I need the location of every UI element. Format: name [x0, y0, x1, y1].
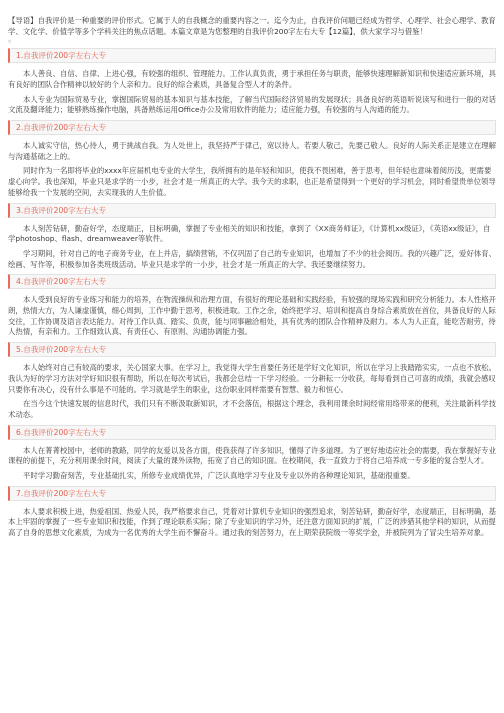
- section-paragraph: 本人专业为国际贸易专业，掌握国际贸易的基本知识与基本技能，了解当代国际经济贸易的发展现状；具备良好的英语听说读写和进行一般的对话文流及翻译能力；能够熟练操作电脑，具备熟练运用Office办公及常用软件的能力；适应能力强，有较强的与人沟通的能力。: [8, 94, 497, 115]
- section-paragraph: 本人善良、自信、自律、上进心强，有较强的组织、管理能力。工作认真负责，勇于承担任务与职责，能够快速理解新知识和快速适应新环境，具有良好的团队合作精神以较好的个人亲和力。良好的综合素质，具备复合型人才的条件。: [8, 69, 497, 89]
- section-paragraph: 本人要求积极上进，热爱祖国、热爱人民，我严格要求自己，凭着对计算机专业知识的强烈追求，刻苦钻研，勤奋好学，态度端正，目标明确，基本上牢固的掌握了一些专业知识和技能，作到了理论联系实际；除了专业知识的学习外，还注意方面知识的扩展，广泛的涉猎其他学科的知识，从而提高了自身的思想文化素质，为成为一名优秀的大学生而不懈奋斗。通过我的刻苦努力，在上期荣获院级一等奖学金，并被院列为了冒尖生培养对象。: [8, 506, 497, 538]
- section-heading: 4.自我评价200字左右大专: [8, 274, 496, 289]
- section-paragraph: 同时作为一名即将毕业的xxxx年应届机电专业的大学生，我所拥有的是年轻和知识，使我不畏困难，善于思考，但年轻也意味着阅历浅，更需要虚心向学。我也深知，毕业只是求学的一小步，社会才是一所真正的大学。我今天的求职，也正是希望得到一个更好的学习机会，同时希望贵单位领导能够给我一个发展的空间，去实现我的人生价值。: [8, 166, 496, 197]
- section-heading: 7.自我评价200字左右大专: [8, 486, 496, 501]
- section-paragraph: 平时学习勤奋刻苦，专业基础扎实，所修专业成绩优异，广泛认真地学习专业及专业以外的各种理论知识，基础很重要。: [23, 471, 415, 481]
- section-paragraph: 在当今这个快速发展的信息时代，我们只有不断汲取新知识，才不会落伍，根据这个理念，我利用课余时间经常用络带来的便利，关注最新科学技术动态。: [8, 399, 497, 419]
- intro-paragraph: 【导语】自我评价是一种重要的评价形式。它属于人的自我概念的重要内容之一。迄今为止，自我评价问题已经成为哲学、心理学、社会心理学、教育学、文化学、价值学等多个学科关注的焦点话题。本篇文章是为您整理的自我评价200字左右大专【12篇】，供大家学习与借鉴！: [8, 16, 496, 36]
- section-heading: 1.自我评价200字左右大专: [8, 48, 496, 63]
- decorative-mark: ¤: [8, 39, 12, 46]
- section-paragraph: 本人刻苦钻研，勤奋好学，态度端正，目标明确，掌握了专业相关的知识和技能，拿到了《XX商务师证》，《计算机xx级证》，《英语xx级证》，自学photoshop、flash、dreamweaver等软件。: [8, 223, 491, 244]
- section-paragraph: 本人在菁菁校园中，老师的教路，同学的友爱以及各方面，使我获得了许多知识，懂得了许多道理。为了更好地适应社会的需要，我在掌握好专业课程的前提下，充分利用课余时间，阅读了大量的课外读物，拓宽了自己的知识面。在校期间，我一直致力于将自己培养成一专多能的复合型人才。: [8, 445, 497, 466]
- section-paragraph: 本人始终对自己有较高的要求，关心国家大事。在学习上，我觉得大学生首要任务还是学好文化知识，所以在学习上我踏踏实实，一点也不放松。我认为好的学习方法对学好知识很有帮助，所以在每次考试后，我都会总结一下学习经验。一分耕耘一分收获，每每看到自己可喜的成绩，我就会感叹只要你有决心，没有什么事是不可能的。学习就是学生的职业，这份职业同样需要有智慧、毅力和恒心。: [8, 363, 497, 394]
- section-heading: 5.自我评价200字左右大专: [8, 342, 496, 357]
- section-paragraph: 学习期间，针对自己的电子商务专业，在上并店，搞绩营销，不仅巩固了自己的专业知识，也增加了不少的社会阅历。我的兴趣广泛，爱好体育、绘画、写作等，积极参加各类班级活动。毕业只是求学的一小步，社会才是一所真正的大学。我还要继续努力。: [8, 248, 497, 269]
- article-sections: [8, 48, 496, 539]
- section-heading: 3.自我评价200字左右大专: [8, 203, 496, 218]
- section-heading: 6.自我评价200字左右大专: [8, 425, 496, 440]
- section-paragraph: 本人受到良好的专业练习和能力的培养，在物流操纵和治理方面，有很好的理论基础和实践经验，有较强的现场实践和研究分析能力。本人性格开朗，热情大方，为人谦虚谨慎，细心周到，工作中勤于思考，积极进取。工作之余，始终把学习、培训和提高自身综合素质放在首位，具备良好的人际交往，工作协调及语言表达能力。对待工作认真、踏实、负责，能与同事融洽相处，具有优秀的团队合作精神及耐力。本人为人正直，能吃苦耐劳，待人热情，有亲和力。工作细致认真、有责任心、有原则、沟通协调能力强。: [8, 295, 497, 337]
- section-paragraph: 本人诚实守信，热心待人，勇于挑战自我。为人处世上，我坚持严于律己，宽以待人。若要人敬己，先要己敬人。良好的人际关系正是建立在理解与沟通基础之上的。: [8, 141, 497, 161]
- section-heading: 2.自我评价200字左右大专: [8, 120, 496, 135]
